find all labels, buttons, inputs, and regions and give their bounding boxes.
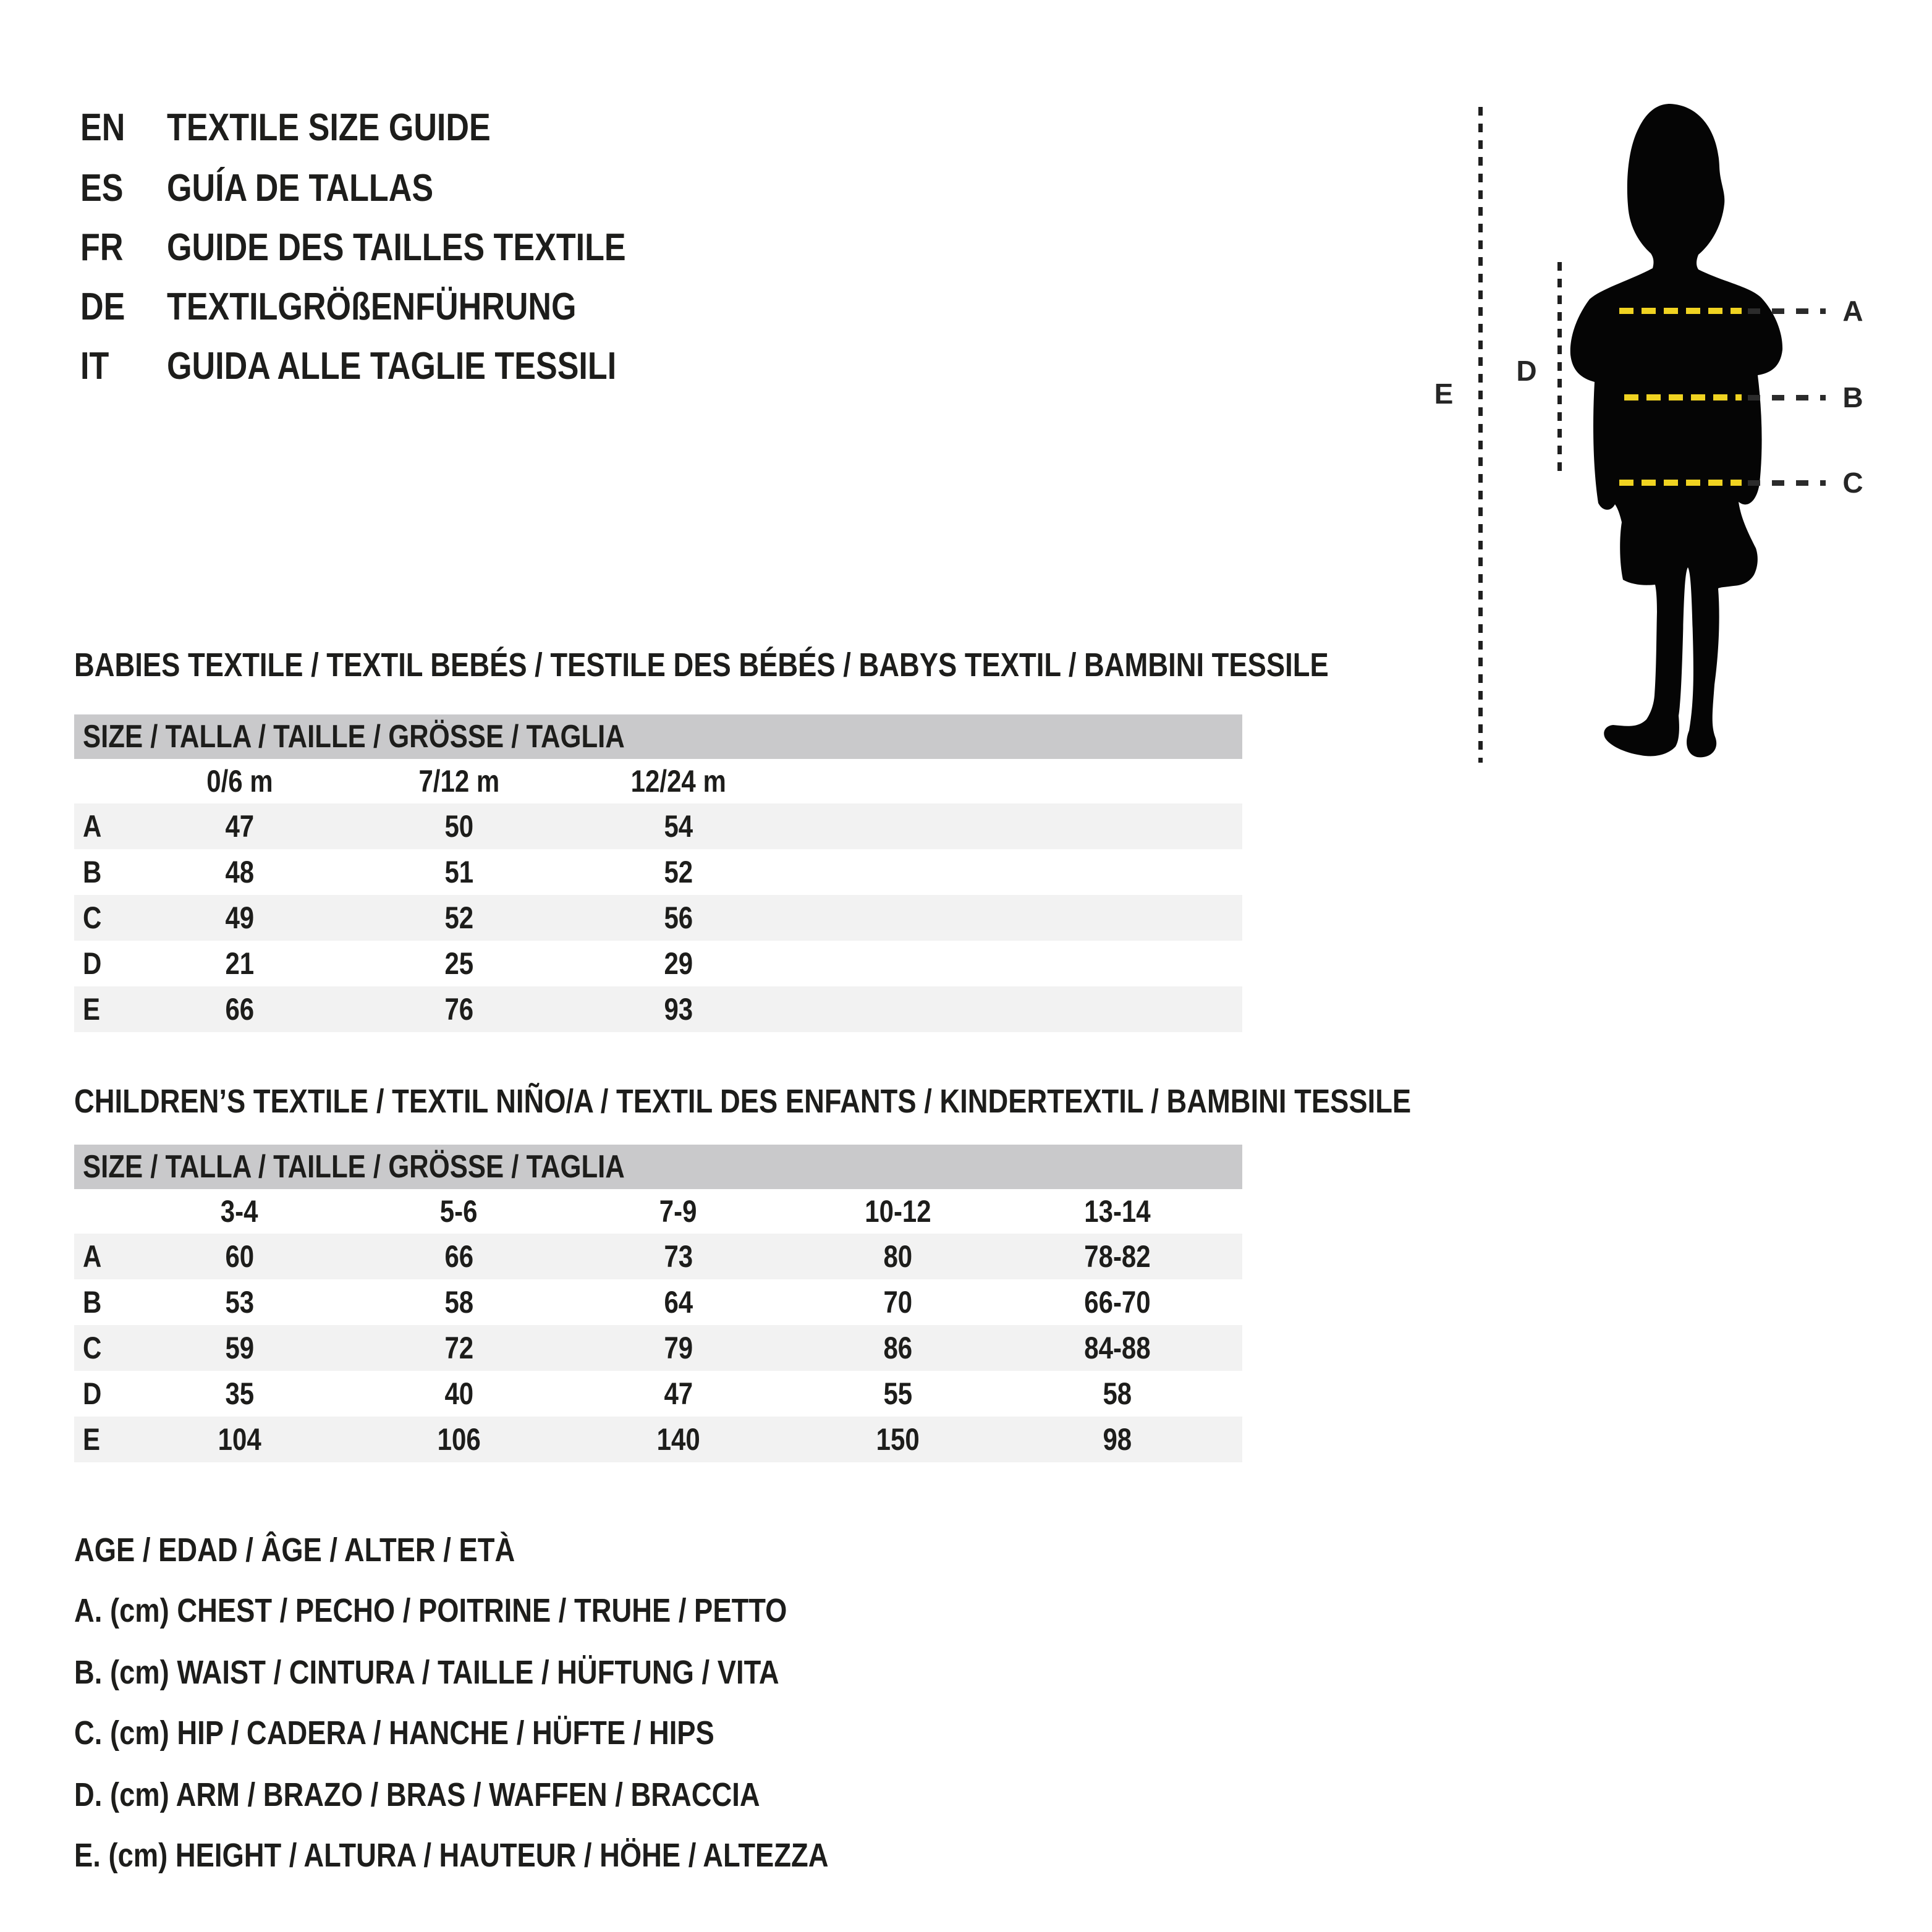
lang-title: TEXTILE SIZE GUIDE xyxy=(167,106,491,149)
children-section-heading: CHILDREN’S TEXTILE / TEXTIL NIÑO/A / TEXTIL DES ENFANTS / KINDERTEXTIL / BAMBINI TESSILE xyxy=(74,1083,1412,1120)
row-label: A xyxy=(83,1239,102,1274)
table-row xyxy=(74,849,1242,895)
cell-value: 25 xyxy=(444,946,473,981)
cell-value: 52 xyxy=(444,900,473,935)
chest-line-yellow xyxy=(1619,308,1742,314)
babies-section-heading: BABIES TEXTILE / TEXTIL BEBÉS / TESTILE DES BÉBÉS / BABYS TEXTIL / BAMBINI TESSILE xyxy=(74,646,1329,684)
legend-line-age: AGE / EDAD / ÂGE / ALTER / ETÀ xyxy=(74,1532,515,1569)
table-row xyxy=(74,1279,1242,1325)
table-row xyxy=(74,895,1242,941)
cell-value: 106 xyxy=(437,1422,481,1457)
cell-value: 79 xyxy=(664,1331,693,1365)
children-size-header-band: SIZE / TALLA / TAILLE / GRÖSSE / TAGLIA xyxy=(74,1145,1242,1189)
table-row xyxy=(74,1371,1242,1417)
figure-label-b: B xyxy=(1842,381,1863,413)
row-label: C xyxy=(83,1331,102,1365)
row-label: A xyxy=(83,809,102,844)
cell-value: 35 xyxy=(225,1376,254,1411)
table-row xyxy=(74,1417,1242,1462)
legend-line-hip: C. (cm) HIP / CADERA / HANCHE / HÜFTE / HIPS xyxy=(74,1714,714,1752)
lang-title: GUÍA DE TALLAS xyxy=(167,166,434,210)
row-label: E xyxy=(83,1422,101,1457)
header-line-en xyxy=(80,105,553,150)
lang-code: FR xyxy=(80,226,124,269)
cell-value: 55 xyxy=(883,1376,912,1411)
lang-title: TEXTILGRÖßENFÜHRUNG xyxy=(167,285,577,328)
cell-value: 40 xyxy=(444,1376,473,1411)
legend-line-waist: B. (cm) WAIST / CINTURA / TAILLE / HÜFTUNG / VITA xyxy=(74,1654,779,1691)
cell-value: 72 xyxy=(444,1331,473,1365)
header-line-de xyxy=(80,284,655,329)
babies-size-table xyxy=(74,714,1242,1032)
column-header: 5-6 xyxy=(440,1194,478,1229)
cell-value: 66 xyxy=(444,1239,473,1274)
babies-column-header-row xyxy=(74,759,1242,803)
cell-value: 78-82 xyxy=(1083,1239,1151,1274)
cell-value: 60 xyxy=(225,1239,254,1274)
cell-value: 51 xyxy=(444,855,473,889)
cell-value: 56 xyxy=(664,900,693,935)
cell-value: 70 xyxy=(883,1285,912,1320)
column-header: 13-14 xyxy=(1083,1194,1151,1229)
lang-code: IT xyxy=(80,344,109,388)
cell-value: 53 xyxy=(225,1285,254,1320)
cell-value: 98 xyxy=(1103,1422,1132,1457)
babies-size-header-band: SIZE / TALLA / TAILLE / GRÖSSE / TAGLIA xyxy=(74,714,1242,759)
cell-value: 47 xyxy=(225,809,254,844)
cell-value: 52 xyxy=(664,855,693,889)
column-header: 10-12 xyxy=(864,1194,931,1229)
cell-value: 49 xyxy=(225,900,254,935)
cell-value: 76 xyxy=(444,992,473,1027)
header-line-it xyxy=(80,344,702,388)
cell-value: 47 xyxy=(664,1376,693,1411)
legend-line-height: E. (cm) HEIGHT / ALTURA / HAUTEUR / HÖHE / ALTEZZA xyxy=(74,1837,829,1874)
row-label: E xyxy=(83,992,101,1027)
cell-value: 66 xyxy=(225,992,254,1027)
cell-value: 93 xyxy=(664,992,693,1027)
column-header: 0/6 m xyxy=(206,764,273,799)
cell-value: 50 xyxy=(444,809,473,844)
table-row xyxy=(74,941,1242,986)
children-size-table xyxy=(74,1145,1242,1462)
cell-value: 21 xyxy=(225,946,254,981)
cell-value: 73 xyxy=(664,1239,693,1274)
lang-title: GUIDE DES TAILLES TEXTILE xyxy=(167,226,626,269)
figure-label-c: C xyxy=(1842,467,1863,499)
row-label: C xyxy=(83,900,102,935)
waist-line-yellow xyxy=(1624,394,1742,400)
cell-value: 64 xyxy=(664,1285,693,1320)
cell-value: 59 xyxy=(225,1331,254,1365)
row-label: B xyxy=(83,855,102,889)
cell-value: 54 xyxy=(664,809,693,844)
column-header: 12/24 m xyxy=(630,764,726,799)
table-row xyxy=(74,1234,1242,1279)
lang-code: DE xyxy=(80,285,125,328)
cell-value: 150 xyxy=(876,1422,920,1457)
legend-line-chest: A. (cm) CHEST / PECHO / POITRINE / TRUHE / PETTO xyxy=(74,1592,787,1629)
cell-value: 29 xyxy=(664,946,693,981)
row-label: D xyxy=(83,946,102,981)
cell-value: 140 xyxy=(656,1422,700,1457)
table-row xyxy=(74,986,1242,1032)
row-label: B xyxy=(83,1285,102,1320)
hip-line-dark xyxy=(1748,480,1826,486)
figure-label-e: E xyxy=(1434,378,1454,410)
cell-value: 58 xyxy=(444,1285,473,1320)
header-line-es xyxy=(80,166,484,210)
chest-line-dark xyxy=(1748,308,1826,314)
cell-value: 86 xyxy=(883,1331,912,1365)
row-label: D xyxy=(83,1376,102,1411)
column-header: 7/12 m xyxy=(418,764,499,799)
lang-code: ES xyxy=(80,166,124,210)
table-row xyxy=(74,803,1242,849)
header-line-fr xyxy=(80,225,713,269)
hip-line-yellow xyxy=(1619,480,1742,486)
column-header: 7-9 xyxy=(659,1194,697,1229)
waist-line-dark xyxy=(1748,395,1826,400)
children-column-header-row xyxy=(74,1189,1242,1234)
figure-label-a: A xyxy=(1842,295,1863,327)
column-header: 3-4 xyxy=(221,1194,258,1229)
cell-value: 66-70 xyxy=(1083,1285,1151,1320)
cell-value: 80 xyxy=(883,1239,912,1274)
cell-value: 84-88 xyxy=(1083,1331,1151,1365)
legend-line-arm: D. (cm) ARM / BRAZO / BRAS / WAFFEN / BRACCIA xyxy=(74,1776,760,1813)
figure-label-d: D xyxy=(1516,355,1537,387)
cell-value: 48 xyxy=(225,855,254,889)
cell-value: 104 xyxy=(218,1422,261,1457)
cell-value: 58 xyxy=(1103,1376,1132,1411)
lang-title: GUIDA ALLE TAGLIE TESSILI xyxy=(167,344,617,388)
lang-code: EN xyxy=(80,106,125,149)
table-row xyxy=(74,1325,1242,1371)
